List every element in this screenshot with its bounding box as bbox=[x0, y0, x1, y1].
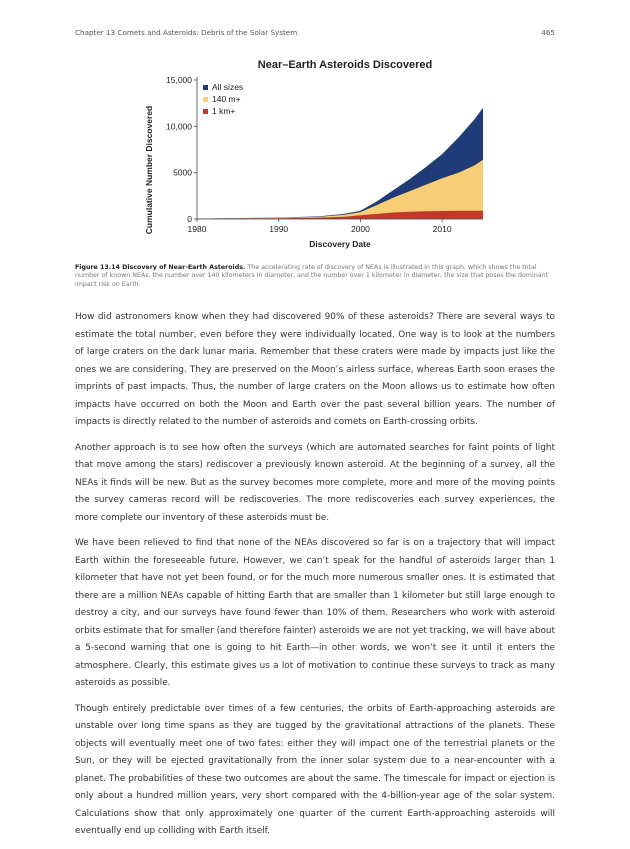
legend-label: All sizes bbox=[212, 82, 244, 92]
paragraph: How did astronomers know when they had discovered 90% of these asteroids? There are several ways to estimate the total number, even before they were individually located. One way is to look at the numbers of large craters on the dark lunar maria. Remember that these craters were made by impacts just like the ones we are considering. They are preserved on the Moon’s airless surface, whereas Earth soon erases the imprints of past impacts. Thus, the number of large craters on the Moon allows us to estimate how often impacts have occurred on both the Moon and Earth over the past several billion years. The number of impacts is directly related to the number of asteroids and comets on Earth-crossing orbits. bbox=[75, 312, 555, 427]
page-number: 465 bbox=[541, 28, 555, 37]
running-header: Chapter 13 Comets and Asteroids: Debris of the Solar System bbox=[75, 28, 298, 37]
chart-title: Near–Earth Asteroids Discovered bbox=[257, 59, 433, 71]
paragraph: We have been relieved to find that none of the NEAs discovered so far is on a trajectory that will impact Earth within the foreseeable future. However, we can’t speak for the handful of asteroids larger than 1 kilometer that have not yet been found, or for the much more numerous smaller ones. It is estimated that there are a million NEAs capable of hitting Earth that are smaller than 1 kilometer but still large enough to destroy a city, and our surveys have found fewer than 10% of them. Researchers who work with asteroid orbits estimate that for smaller (and therefore fainter) asteroids we are not yet tracking, we will have about a 5-second warning that one is going to hit Earth—in other words, we won’t see it until it enters the atmosphere. Clearly, this estimate gives us a lot of motivation to continue these surveys to track as many asteroids as possible. bbox=[75, 538, 555, 688]
legend-label: 140 m+ bbox=[212, 94, 241, 104]
x-tick-label: 1990 bbox=[269, 224, 289, 234]
figure-caption-label: Figure 13.14 Discovery of Near-Earth Asteroids. bbox=[75, 264, 246, 271]
legend-swatch bbox=[203, 85, 208, 90]
paragraph: Though entirely predictable over times of a few centuries, the orbits of Earth-approaching asteroids are unstable over long time spans as they are tugged by the gravitational attractions of the planets. These objects will eventually meet one of two fates: either they will impact one of the terrestrial planets or the Sun, or they will be ejected gravitationally from the inner solar system due to a near-encounter with a planet. The probabilities of these two outcomes are about the same. The timescale for impact or ejection is only about a hundred million years, very short compared with the 4-billion-year age of the solar system. Calculations show that only approximately one quarter of the current Earth-approaching asteroids will eventually end up colliding with Earth itself. bbox=[75, 703, 555, 836]
y-tick-label: 5000 bbox=[173, 167, 192, 178]
legend-swatch bbox=[203, 109, 208, 114]
paragraph: Another approach is to see how often the surveys (which are automated searches for faint points of light that move among the stars) rediscover a previously known asteroid. At the beginning of a survey, all the NEAs it finds will be new. But as the survey becomes more complete, more and more of the moving points the survey cameras record will be rediscoveries. The more rediscoveries each survey experiences, the more complete our inventory of these asteroids must be. bbox=[75, 442, 555, 523]
legend-swatch bbox=[203, 97, 208, 102]
x-tick-label: 2010 bbox=[432, 224, 452, 234]
body-text bbox=[75, 309, 555, 849]
y-tick-label: 0 bbox=[187, 214, 192, 224]
chart-areas bbox=[197, 108, 483, 219]
x-tick-label: 2000 bbox=[350, 224, 370, 234]
figure-caption-text: The accelerating rate of discovery of NEAs is illustrated in this graph, which shows the total number of known NEAs, the number over 140 kilometers in diameter, and the number over 1 kilometer in diameter, the size that poses the dominant impact risk on Earth. bbox=[75, 264, 549, 288]
chart-y-axis-label: Cumulative Number Discovered bbox=[144, 105, 154, 235]
y-tick-label: 10,000 bbox=[166, 121, 192, 132]
figure-caption bbox=[75, 264, 555, 289]
chart-legend bbox=[203, 82, 243, 116]
legend-label: 1 km+ bbox=[212, 106, 236, 116]
x-tick-label: 1980 bbox=[187, 224, 207, 234]
chart-x-axis-label: Discovery Date bbox=[309, 239, 371, 249]
y-tick-label: 15,000 bbox=[166, 75, 192, 85]
nea-discovery-chart bbox=[140, 50, 495, 255]
